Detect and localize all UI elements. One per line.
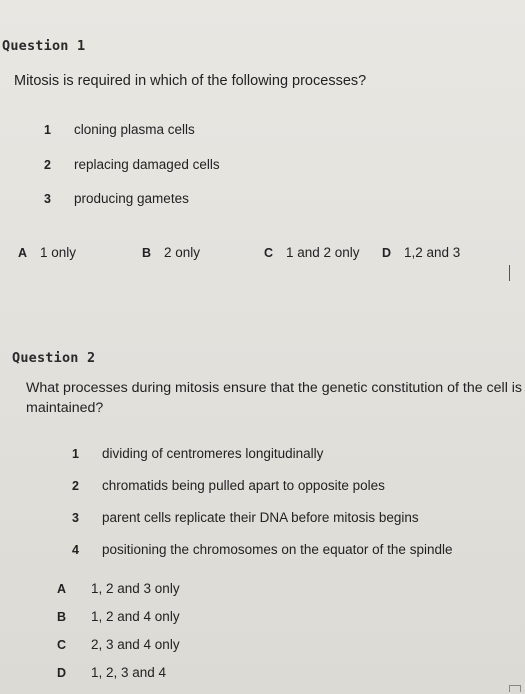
q1-statement-text: cloning plasma cells — [74, 122, 195, 137]
q1-option-text: 1 and 2 only — [286, 245, 360, 260]
q2-option-a[interactable] — [57, 581, 180, 596]
q1-option-text: 2 only — [164, 245, 201, 260]
q1-statement-number: 2 — [44, 158, 51, 172]
q1-option-a[interactable] — [18, 245, 76, 260]
q1-statement-number: 3 — [44, 192, 51, 206]
q1-statement-text: producing gametes — [74, 191, 189, 206]
q2-statement-1 — [72, 446, 323, 461]
q2-option-letter: A — [57, 582, 67, 596]
q1-option-d[interactable] — [382, 245, 460, 260]
question-1-heading: Question 1 — [2, 38, 86, 54]
q2-statement-number: 2 — [72, 479, 79, 493]
q1-option-letter: A — [18, 246, 28, 260]
cropped-header-strip — [150, 0, 450, 8]
page-corner-mark — [509, 685, 521, 692]
q2-option-letter: D — [57, 666, 67, 680]
q1-statement-2 — [44, 157, 220, 172]
q2-option-text: 2, 3 and 4 only — [91, 637, 180, 652]
q2-statement-text: dividing of centromeres longitudinally — [102, 446, 324, 461]
question-2-prompt-line-2: maintained? — [26, 400, 104, 416]
q1-statement-number: 1 — [44, 123, 51, 137]
q2-statement-2 — [72, 478, 385, 493]
q2-statement-text: positioning the chromosomes on the equator of the spindle — [102, 542, 453, 557]
q1-option-b[interactable] — [142, 245, 200, 260]
q2-option-text: 1, 2 and 4 only — [91, 609, 180, 624]
q2-statement-text: chromatids being pulled apart to opposite poles — [102, 478, 385, 493]
q1-statement-text: replacing damaged cells — [74, 157, 220, 172]
q1-statement-1 — [44, 122, 195, 137]
q2-option-d[interactable] — [57, 665, 166, 680]
q2-option-text: 1, 2 and 3 only — [91, 581, 180, 596]
q2-statement-text: parent cells replicate their DNA before mitosis begins — [102, 510, 419, 525]
q2-option-b[interactable] — [57, 609, 180, 624]
q2-statement-3 — [72, 510, 419, 525]
q2-option-letter: B — [57, 610, 67, 624]
q1-option-c[interactable] — [264, 245, 360, 260]
q2-option-c[interactable] — [57, 637, 180, 652]
q1-statement-3 — [44, 191, 189, 206]
question-1-prompt: Mitosis is required in which of the following processes? — [14, 73, 367, 89]
text-cursor-mark — [509, 265, 510, 281]
q1-option-letter: D — [382, 246, 392, 260]
q1-option-letter: B — [142, 246, 152, 260]
q2-option-text: 1, 2, 3 and 4 — [91, 665, 167, 680]
question-2-heading: Question 2 — [12, 350, 96, 366]
q2-statement-number: 1 — [72, 447, 79, 461]
q1-option-text: 1,2 and 3 — [404, 245, 461, 260]
q1-option-text: 1 only — [40, 245, 77, 260]
q2-statement-number: 4 — [72, 543, 79, 557]
q2-statement-4 — [72, 542, 452, 557]
q2-statement-number: 3 — [72, 511, 79, 525]
q2-option-letter: C — [57, 638, 67, 652]
question-2-prompt-line-1: What processes during mitosis ensure that the genetic constitution of the cell is — [26, 380, 523, 396]
q1-option-letter: C — [264, 246, 274, 260]
